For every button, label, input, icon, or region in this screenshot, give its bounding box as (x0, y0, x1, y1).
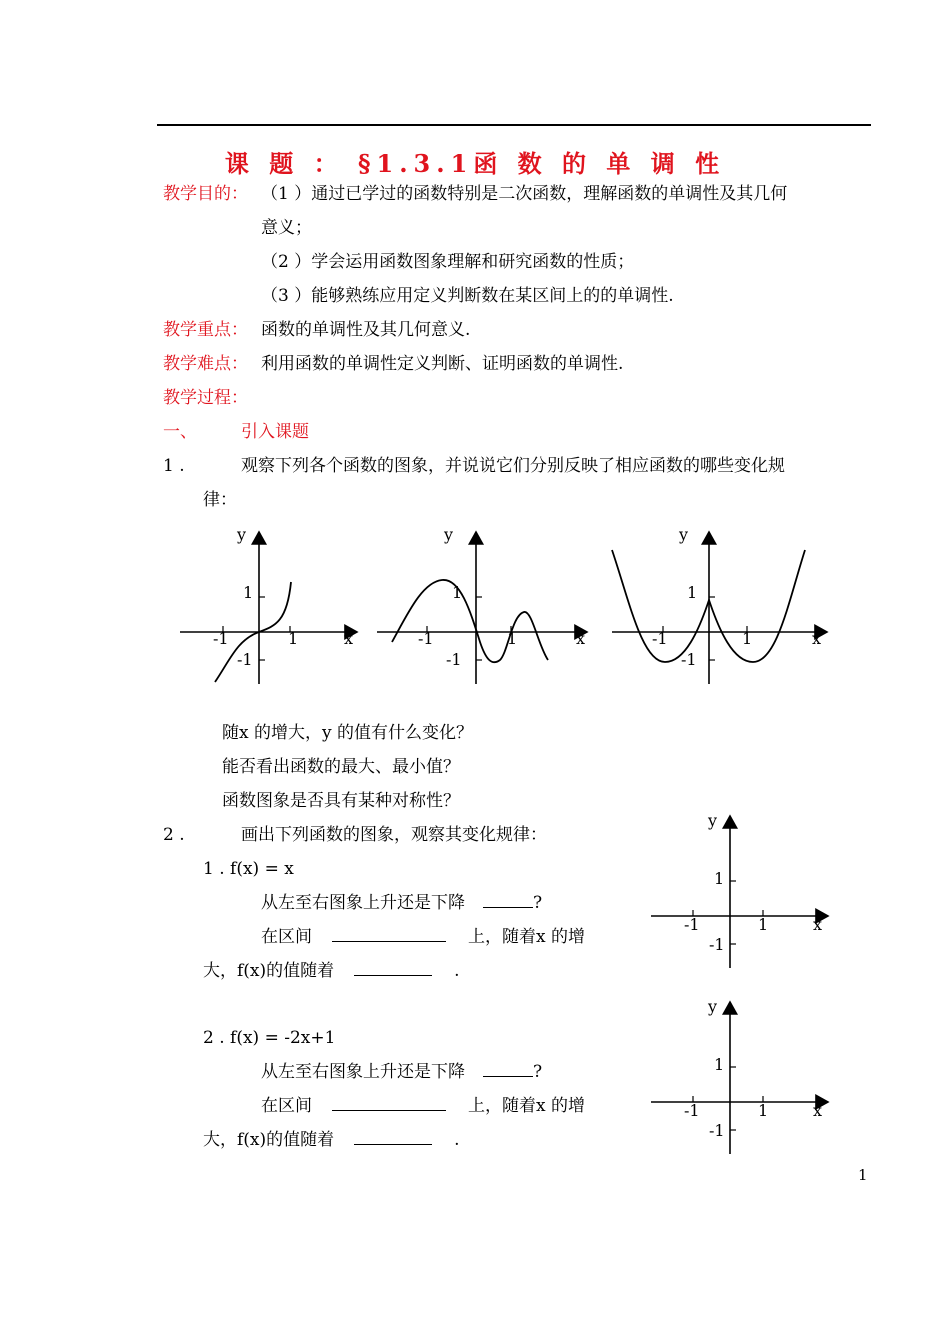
sub1-blank-trend[interactable] (354, 961, 432, 976)
axis-label-x: x (813, 1101, 823, 1120)
question-2: 能否看出函数的最大、最小值？ (222, 757, 460, 777)
tick-label-neg1: -1 (709, 935, 725, 954)
graph-wave (372, 520, 592, 690)
sub1-blank-interval[interactable] (332, 927, 446, 942)
axis-label-y: y (237, 525, 247, 544)
sub2-line3 (203, 1129, 460, 1151)
tick-label-1: 1 (714, 869, 725, 888)
q1-text-b: 律： (203, 490, 237, 510)
axis-label-x: x (813, 915, 823, 934)
tick-label-1: 1 (687, 583, 698, 602)
sub2-blank-trend[interactable] (354, 1130, 432, 1145)
q1-number: 1 . (163, 456, 185, 476)
sub2-line2-text-a: 在区间 (261, 1096, 312, 1116)
tick-label-1: 1 (714, 1055, 725, 1074)
axis-label-x: x (576, 629, 586, 648)
process-label: 教学过程： (163, 388, 248, 408)
tick-label-neg1: -1 (681, 650, 697, 669)
sub1-line3-end: . (454, 961, 460, 981)
goal-1-line-a: （1 ）通过已学过的函数特别是二次函数，理解函数的单调性及其几何 (261, 184, 788, 204)
goals-label: 教学目的： (163, 184, 248, 204)
section1-title: 引入课题 (241, 422, 309, 442)
axis-label-y: y (444, 525, 454, 544)
axis-label-y: y (708, 997, 718, 1016)
axis-label-x: x (344, 629, 354, 648)
tick-label-xneg1: -1 (684, 915, 700, 934)
tick-label-neg1: -1 (446, 650, 462, 669)
q1-text-a: 观察下列各个函数的图象，并说说它们分别反映了相应函数的哪些变化规 (241, 456, 785, 476)
tick-label-1: 1 (243, 583, 254, 602)
tick-label-xneg1: -1 (213, 629, 229, 648)
tick-label-x1: 1 (742, 629, 753, 648)
tick-label-x1: 1 (507, 629, 518, 648)
sub2-line3-text: 大，f(x)的值随着 (203, 1130, 335, 1150)
sub1-line1 (261, 892, 542, 914)
sub2-line1-end: ? (533, 1062, 543, 1082)
curve-wave (392, 580, 548, 662)
sub1-line3 (203, 960, 460, 982)
goal-3: （3 ）能够熟练应用定义判断数在某区间上的的单调性. (261, 286, 674, 306)
sub2-blank-interval[interactable] (332, 1096, 446, 1111)
axis-label-y: y (679, 525, 689, 544)
tick-label-neg1: -1 (237, 650, 253, 669)
sub1-line2-text-a: 在区间 (261, 927, 312, 947)
question-3: 函数图象是否具有某种对称性？ (222, 791, 460, 811)
sub2-line2-text-b: 上，随着x 的增 (468, 1096, 585, 1116)
sub1-line2 (261, 926, 585, 948)
tick-label-neg1: -1 (709, 1121, 725, 1140)
q2-text: 画出下列函数的图象，观察其变化规律： (241, 825, 547, 845)
tick-label-x1: 1 (758, 915, 769, 934)
q2-number: 2 . (163, 825, 185, 845)
sub2-line1 (261, 1061, 542, 1083)
page-number: 1 (858, 1166, 868, 1184)
sub2-function: 2 . f(x) = -2x+1 (203, 1028, 336, 1048)
sub2-line1-text: 从左至右图象上升还是下降 (261, 1062, 465, 1082)
empty-axes-2 (648, 996, 833, 1161)
sub1-line1-text: 从左至右图象上升还是下降 (261, 893, 465, 913)
sub1-line3-text: 大，f(x)的值随着 (203, 961, 335, 981)
difficulty-label: 教学难点： (163, 354, 248, 374)
sub1-line1-end: ? (533, 893, 543, 913)
empty-axes-1 (648, 810, 833, 975)
sub1-line2-text-b: 上，随着x 的增 (468, 927, 585, 947)
goal-1-line-b: 意义； (261, 218, 312, 238)
graph-w-shape (607, 520, 832, 690)
tick-label-1: 1 (452, 583, 463, 602)
sub2-blank-direction[interactable] (483, 1062, 533, 1077)
header-rule (157, 124, 871, 126)
difficulty-text: 利用函数的单调性定义判断、证明函数的单调性. (261, 354, 624, 374)
tick-label-xneg1: -1 (418, 629, 434, 648)
page-title: 课 题 ： §1.3.1函 数 的 单 调 性 (224, 149, 726, 178)
axis-label-y: y (708, 811, 718, 830)
tick-label-xneg1: -1 (652, 629, 668, 648)
graph-cubic (175, 520, 365, 690)
sub2-line3-end: . (454, 1130, 460, 1150)
key-point-label: 教学重点： (163, 320, 248, 340)
sub1-function: 1 . f(x) = x (203, 859, 294, 879)
section1-number: 一、 (163, 422, 197, 442)
sub1-blank-direction[interactable] (483, 893, 533, 908)
question-1: 随x 的增大，y 的值有什么变化？ (222, 723, 473, 743)
key-point-text: 函数的单调性及其几何意义. (261, 320, 471, 340)
tick-label-xneg1: -1 (684, 1101, 700, 1120)
tick-label-x1: 1 (288, 629, 299, 648)
tick-label-x1: 1 (758, 1101, 769, 1120)
goal-2: （2 ）学会运用函数图象理解和研究函数的性质； (261, 252, 635, 272)
sub2-line2 (261, 1095, 585, 1117)
axis-label-x: x (812, 629, 822, 648)
